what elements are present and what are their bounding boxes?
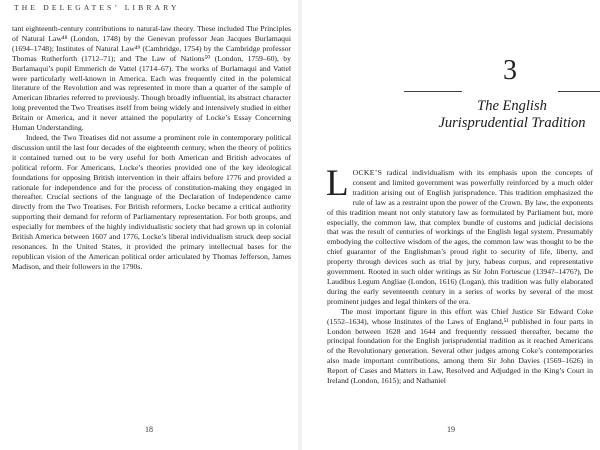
page-number-right: 19	[447, 425, 455, 434]
chapter-rule-right	[558, 91, 600, 92]
left-page-body	[12, 24, 291, 272]
right-page-body	[326, 163, 593, 386]
page-number-left: 18	[145, 425, 153, 434]
left-page	[0, 0, 298, 450]
running-head: THE DELEGATES’ LIBRARY	[14, 3, 180, 12]
chapter-title: The English Jurisprudential Tradition	[438, 98, 586, 131]
drop-cap: L	[326, 163, 349, 204]
right-paragraph-1-text: radical individualism with its emphasis upon the concepts of consent and limited government was powerfully reinforced by a much older tradition arising out of English jurisprudence. This tradition emphasized the rule of law as a restraint upon the power of the Crown. By law, the exponents of this tradition meant not only statutory law as formulated by Parliament but, more especially, the common law, that complex bundle of customs and judicial decisions that was the result of centuries of workings of the English legal system. Presumably embodying the collective wisdom of the ages, the common law was thought to be the chief guarantor of the Englishman’s proud right to security of life, liberty, and property through devices such as trial by jury, habeas corpus, and representative government. Rooted in such older writings as Sir John Fortescue (1394?–1476?), De Laudibus Legum Angliae (London, 1616) (Logan), this tradition was fully elaborated during the early seventeenth century in a series of works by several of the most prominent judges and legal thinkers of the era.	[327, 168, 593, 306]
right-paragraph-2: The most important figure in this effort was Chief Justice Sir Edward Coke (1552–1634), whose Institutes of the Laws of England,⁵¹ published in four parts in London between 1628 and 1644 and frequently reissued thereafter, became the principal foundation for the English jurisprudential tradition as it reached Americans of the Revolutionary generation. Several other judges among Coke’s contemporaries also made important contributions, among them Sir John Davies (1569–1626) in Report of Cases and Matters in Law, Resolved and Adjudged in the King’s Court in Ireland (London, 1615); and Nathaniel	[327, 306, 593, 386]
chapter-rule-left	[404, 91, 462, 92]
opening-small-caps: OCKE’S	[352, 168, 383, 177]
left-paragraph-1: tant eighteenth-century contributions to natural-law theory. These included The Principles of Natural Law⁴⁸ (London, 1748) by the Genevan professor Jean Jacques Burlamaqui (1694–1748); Institutes of Natural Law⁴⁹ (Cambridge, 1754) by the Cambridge professor Thomas Rutherforth (1712–71); and The Law of Nations⁵⁰ (London, 1759–60), by Burlamaqui’s pupil Emmerich de Vattel (1714–67). The works of Burlamaqui and Vattel were particularly well-known in America. Each was frequently cited in the polemical literature of the Revolution and was represented in more than a quarter of the sample of American libraries referred to previously. Though broadly influential, its abstract character long prevented the Two Treatises itself from being widely and intensively studied in either Britain or America, and it never attained the popularity of Locke’s Essay Concerning Human Understanding.	[12, 24, 291, 133]
chapter-number: 3	[503, 55, 517, 86]
left-paragraph-2: Indeed, the Two Treatises did not assume a prominent role in contemporary political discussion until the last four decades of the eighteenth century, when the theory of politics it contained turned out to be very useful for both American and British advocates of political reform. For Americans, Locke’s theories provided one of the key ideological foundations for opposing British intervention in their affairs before 1776 and provided a rationale for independence and for the process of constitution-making they engaged in thereafter. Crucial sections of the language of the Declaration of Independence came directly from the Two Treatises. For British reformers, Locke became a critical authority supporting their demand for reform of Parliamentary representation. For both groups, and especially for members of the highly individualistic society that had grown up in colonial British America between 1607 and 1776, Locke’s liberal individualism struck deep social resonances. In the United States, it provided the primary intellectual bases for the republican vision of the American political order articulated by Thomas Jefferson, James Madison, and their followers in the 1790s.	[12, 132, 291, 271]
right-page	[302, 0, 600, 450]
right-paragraph-1	[326, 163, 593, 307]
